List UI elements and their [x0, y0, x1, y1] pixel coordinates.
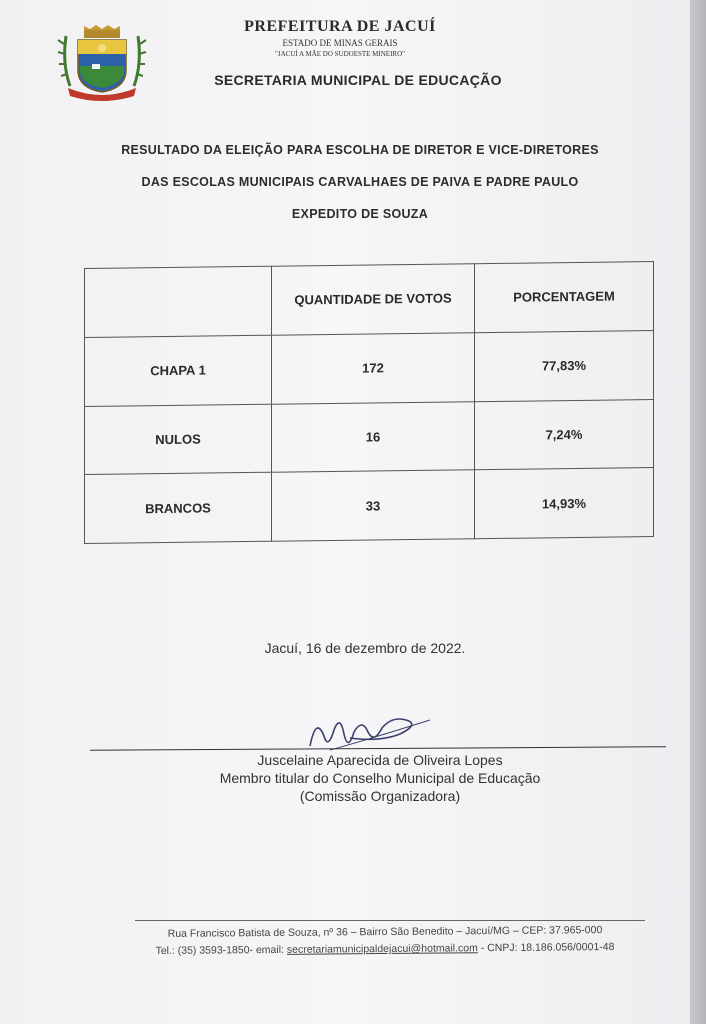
- header-cell-percent: PORCENTAGEM: [475, 262, 654, 333]
- row-votes: 33: [272, 470, 475, 541]
- row-label: NULOS: [85, 404, 272, 475]
- results-table: [84, 261, 654, 544]
- footer-cnpj: - CNPJ: 18.186.056/0001-48: [477, 940, 615, 955]
- municipality-motto: "JACUÍ A MÃE DO SUDOESTE MINEIRO": [275, 50, 405, 58]
- page-edge-shadow: [690, 0, 706, 1024]
- table-row: [85, 399, 654, 475]
- table-row: [85, 330, 654, 406]
- handwritten-signature-icon: [300, 710, 440, 758]
- document-title-line-3: EXPEDITO DE SOUZA: [291, 207, 429, 221]
- footer-contact: [120, 941, 650, 958]
- header-cell-votes: QUANTIDADE DE VOTOS: [272, 264, 475, 335]
- footer-address: Rua Francisco Batista de Souza, nº 36 – Bairro São Benedito – Jacuí/MG – CEP: 37.965-000: [167, 924, 603, 940]
- row-label: CHAPA 1: [85, 335, 272, 406]
- row-percent: 7,24%: [475, 399, 654, 470]
- row-percent: 14,93%: [475, 468, 654, 539]
- footer-phone: Tel.: (35) 3593-1850- email:: [155, 943, 287, 958]
- document-title-line-2: DAS ESCOLAS MUNICIPAIS CARVALHAES DE PAIVA E PADRE PAULO: [141, 175, 579, 189]
- footer-divider: [135, 920, 645, 921]
- row-percent: 77,83%: [475, 330, 654, 401]
- footer-email-link[interactable]: secretariamunicipaldejacui@hotmail.com: [286, 942, 478, 956]
- municipality-title: PREFEITURA DE JACUÍ: [244, 18, 436, 35]
- state-subtitle: ESTADO DE MINAS GERAIS: [282, 38, 398, 48]
- secretariat-title: SECRETARIA MUNICIPAL DE EDUCAÇÃO: [214, 72, 502, 88]
- document-title-line-1: RESULTADO DA ELEIÇÃO PARA ESCOLHA DE DIRETOR E VICE-DIRETORES: [121, 143, 599, 157]
- document-date: Jacuí, 16 de dezembro de 2022.: [264, 640, 466, 656]
- signatory-organization: (Comissão Organizadora): [299, 788, 461, 804]
- row-votes: 16: [272, 401, 475, 472]
- header-cell-empty: [85, 266, 272, 337]
- table-header-row: [85, 262, 654, 338]
- row-label: BRANCOS: [85, 472, 272, 543]
- signatory-role: Membro titular do Conselho Municipal de Educação: [219, 770, 541, 786]
- signatory-name: Juscelaine Aparecida de Oliveira Lopes: [257, 752, 503, 768]
- table-row: [85, 468, 654, 544]
- row-votes: 172: [272, 332, 475, 403]
- municipal-coat-of-arms-icon: [52, 24, 152, 104]
